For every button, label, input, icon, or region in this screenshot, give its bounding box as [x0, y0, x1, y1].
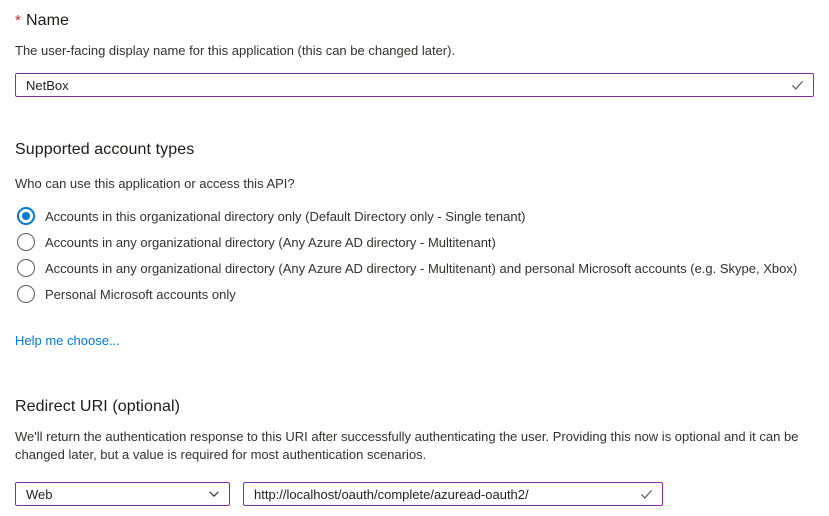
- redirect-uri-input-container: [243, 482, 663, 506]
- platform-select-dropdown[interactable]: [15, 482, 230, 506]
- radio-option-multitenant-personal[interactable]: [15, 255, 814, 281]
- help-me-choose-link[interactable]: Help me choose...: [15, 333, 120, 348]
- radio-button-icon[interactable]: [17, 259, 35, 277]
- radio-option-label: Accounts in any organizational directory (Any Azure AD directory - Multitenant): [45, 234, 496, 250]
- required-asterisk: *: [15, 12, 21, 29]
- name-input[interactable]: [16, 74, 813, 96]
- name-title-text: Name: [25, 12, 70, 29]
- platform-select-value: Web: [26, 486, 53, 502]
- radio-button-icon[interactable]: [17, 285, 35, 303]
- radio-option-label: Personal Microsoft accounts only: [45, 286, 236, 302]
- account-types-section: [15, 139, 814, 350]
- account-types-radio-group: [15, 203, 814, 307]
- radio-option-label: Accounts in any organizational directory (Any Azure AD directory - Multitenant) and personal Microsoft accounts (e.g. Skype, Xbox): [45, 260, 798, 276]
- account-types-question: Who can use this application or access this API?: [15, 176, 295, 191]
- chevron-down-icon: [207, 487, 221, 501]
- radio-option-multitenant[interactable]: [15, 229, 814, 255]
- redirect-uri-description: We'll return the authentication response to this URI after successfully authenticating the user. Providing this now is optional and it can be changed later, but a value is required for most authentication scenarios.: [15, 429, 799, 462]
- radio-option-single-tenant[interactable]: [15, 203, 814, 229]
- radio-option-label: Accounts in this organizational directory only (Default Directory only - Single tenant): [45, 208, 526, 224]
- redirect-uri-input[interactable]: [244, 483, 662, 505]
- account-types-title: Supported account types: [15, 141, 195, 158]
- radio-button-icon[interactable]: [17, 233, 35, 251]
- redirect-uri-title: Redirect URI (optional): [15, 398, 181, 415]
- redirect-uri-controls: [15, 482, 814, 506]
- name-section-title: [15, 10, 814, 31]
- radio-button-icon[interactable]: [17, 207, 35, 225]
- radio-option-personal-only[interactable]: [15, 281, 814, 307]
- redirect-uri-section: [15, 396, 814, 506]
- name-input-container: [15, 73, 814, 97]
- name-description: The user-facing display name for this application (this can be changed later).: [15, 43, 456, 58]
